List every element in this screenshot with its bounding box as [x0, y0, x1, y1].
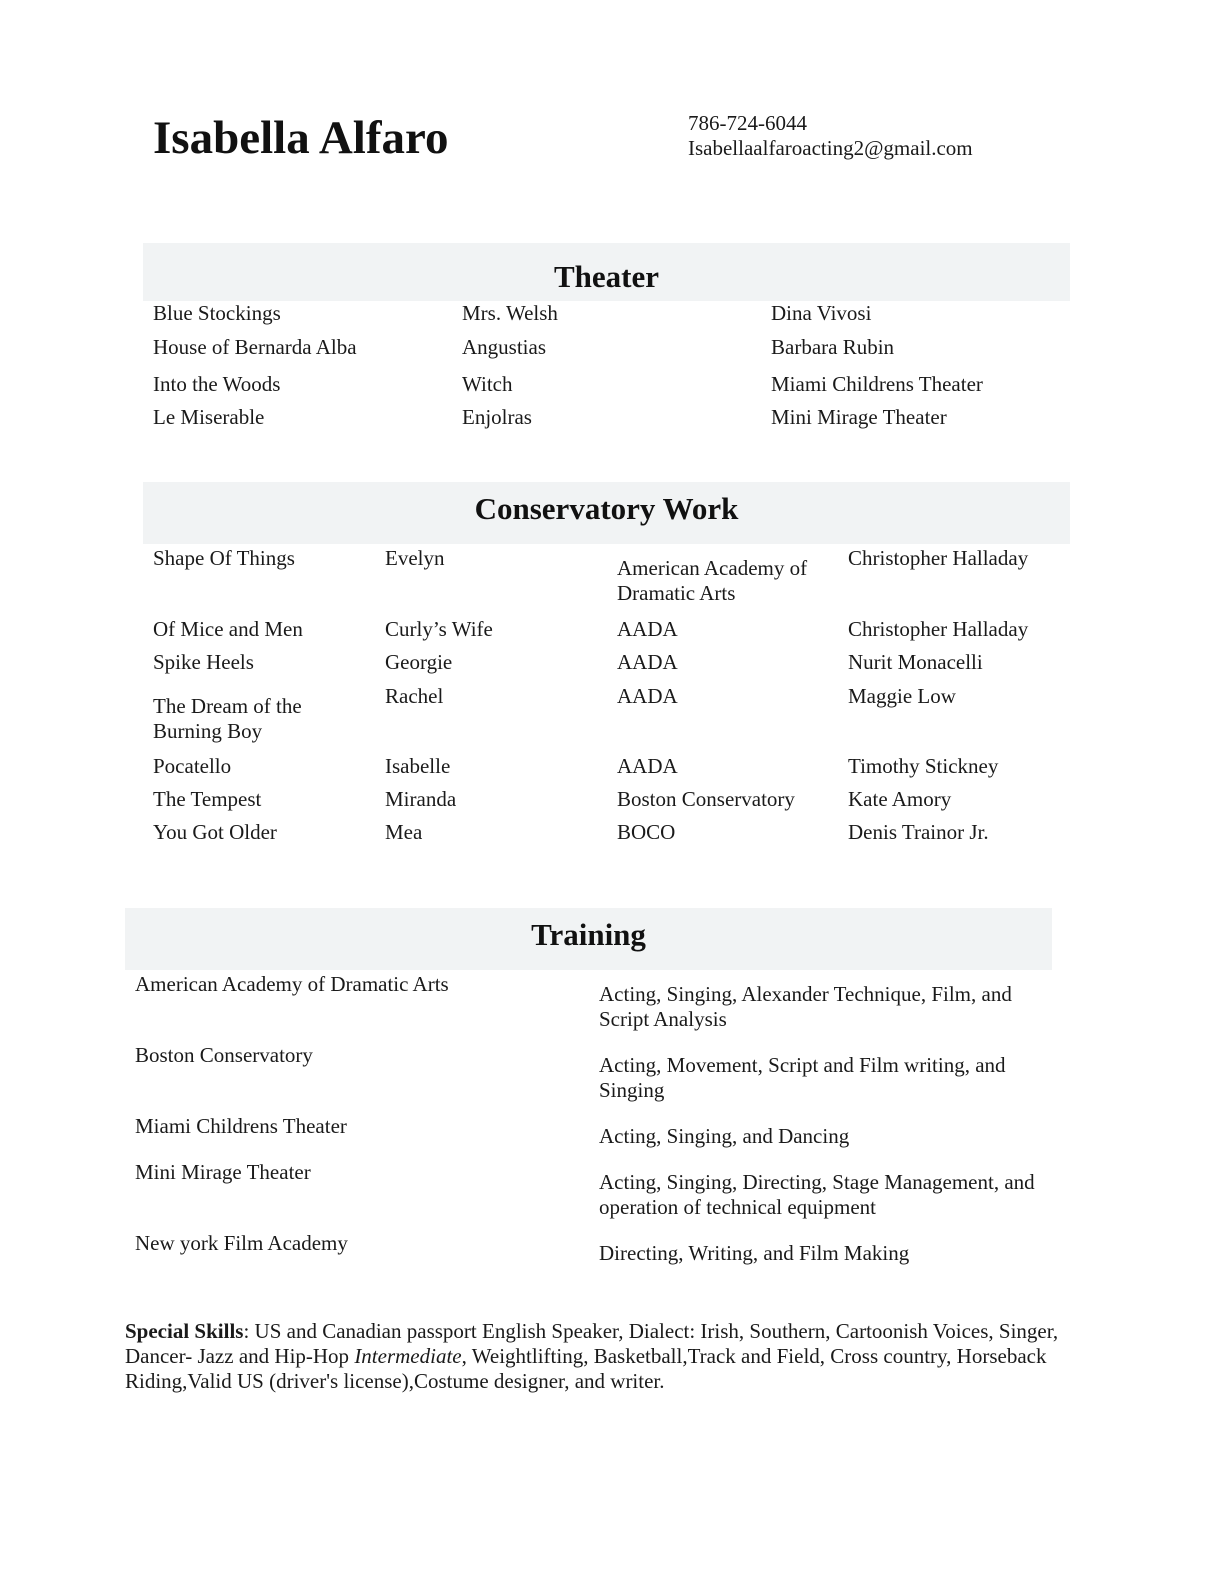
- training-subjects: Acting, Singing, Directing, Stage Management, and operation of technical equipment: [599, 1170, 1035, 1219]
- conservatory-role: Isabelle: [385, 754, 451, 778]
- special-skills-label: Special Skills: [125, 1319, 244, 1343]
- resume-name: Isabella Alfaro: [153, 112, 449, 164]
- training-subjects: Acting, Singing, Alexander Technique, Film, and Script Analysis: [599, 982, 1012, 1031]
- conservatory-director: Christopher Halladay: [848, 546, 1029, 570]
- theater-heading: Theater: [143, 243, 1070, 301]
- conservatory-show: Shape Of Things: [153, 546, 295, 570]
- conservatory-role: Rachel: [385, 684, 444, 708]
- conservatory-venue: American Academy of Dramatic Arts: [617, 556, 808, 605]
- conservatory-director: Nurit Monacelli: [848, 650, 983, 674]
- conservatory-show: The Tempest: [153, 787, 262, 811]
- training-school: Mini Mirage Theater: [135, 1160, 311, 1184]
- conservatory-director: Christopher Halladay: [848, 617, 1029, 641]
- conservatory-venue: BOCO: [617, 820, 676, 844]
- special-skills: [125, 1319, 1070, 1394]
- conservatory-show: Spike Heels: [153, 650, 254, 674]
- conservatory-director: Kate Amory: [848, 787, 952, 811]
- conservatory-role: Miranda: [385, 787, 457, 811]
- theater-director: Dina Vivosi: [771, 301, 872, 325]
- theater-role: Angustias: [462, 335, 546, 359]
- conservatory-role: Georgie: [385, 650, 453, 674]
- conservatory-venue: AADA: [617, 617, 678, 641]
- special-skills-text-end: , Weightlifting, Basketball,Track and Field, Cross country, Horseback Riding,Valid US (driver's license),Costume designer, and writer.: [125, 1344, 1047, 1393]
- conservatory-director: Timothy Stickney: [848, 754, 999, 778]
- theater-director: Barbara Rubin: [771, 335, 895, 359]
- special-skills-text: : US and Canadian passport English Speaker, Dialect: Irish, Southern, Cartoonish Voices, Singer, Dancer- Jazz and Hip-Hop: [125, 1319, 1059, 1368]
- conservatory-show: Pocatello: [153, 754, 232, 778]
- phone-number: 786-724-6044: [688, 111, 807, 135]
- training-subjects: Directing, Writing, and Film Making: [599, 1241, 910, 1265]
- conservatory-role: Curly’s Wife: [385, 617, 493, 641]
- theater-role: Witch: [462, 372, 513, 396]
- training-school: Boston Conservatory: [135, 1043, 313, 1067]
- conservatory-director: Maggie Low: [848, 684, 956, 708]
- contact-block: [688, 111, 973, 161]
- training-school: New york Film Academy: [135, 1231, 348, 1255]
- theater-role: Enjolras: [462, 405, 532, 429]
- training-school: Miami Childrens Theater: [135, 1114, 347, 1138]
- conservatory-show: You Got Older: [153, 820, 277, 844]
- conservatory-venue: Boston Conservatory: [617, 787, 795, 811]
- conservatory-show: The Dream of the Burning Boy: [153, 694, 302, 743]
- email-address: Isabellaalfaroacting2@gmail.com: [688, 136, 973, 160]
- conservatory-venue: AADA: [617, 684, 678, 708]
- training-subjects: Acting, Movement, Script and Film writing, and Singing: [599, 1053, 1006, 1102]
- conservatory-venue: AADA: [617, 754, 678, 778]
- special-skills-level: Intermediate: [354, 1344, 462, 1368]
- theater-director: Mini Mirage Theater: [771, 405, 947, 429]
- theater-show: Le Miserable: [153, 405, 265, 429]
- conservatory-role: Evelyn: [385, 546, 445, 570]
- training-subjects: Acting, Singing, and Dancing: [599, 1124, 850, 1148]
- conservatory-heading: Conservatory Work: [143, 482, 1070, 544]
- training-school: American Academy of Dramatic Arts: [135, 972, 449, 996]
- theater-show: Blue Stockings: [153, 301, 281, 325]
- theater-show: Into the Woods: [153, 372, 281, 396]
- conservatory-show: Of Mice and Men: [153, 617, 303, 641]
- conservatory-venue: AADA: [617, 650, 678, 674]
- conservatory-director: Denis Trainor Jr.: [848, 820, 989, 844]
- theater-director: Miami Childrens Theater: [771, 372, 983, 396]
- theater-role: Mrs. Welsh: [462, 301, 558, 325]
- theater-show: House of Bernarda Alba: [153, 335, 357, 359]
- conservatory-role: Mea: [385, 820, 423, 844]
- training-heading: Training: [125, 908, 1052, 970]
